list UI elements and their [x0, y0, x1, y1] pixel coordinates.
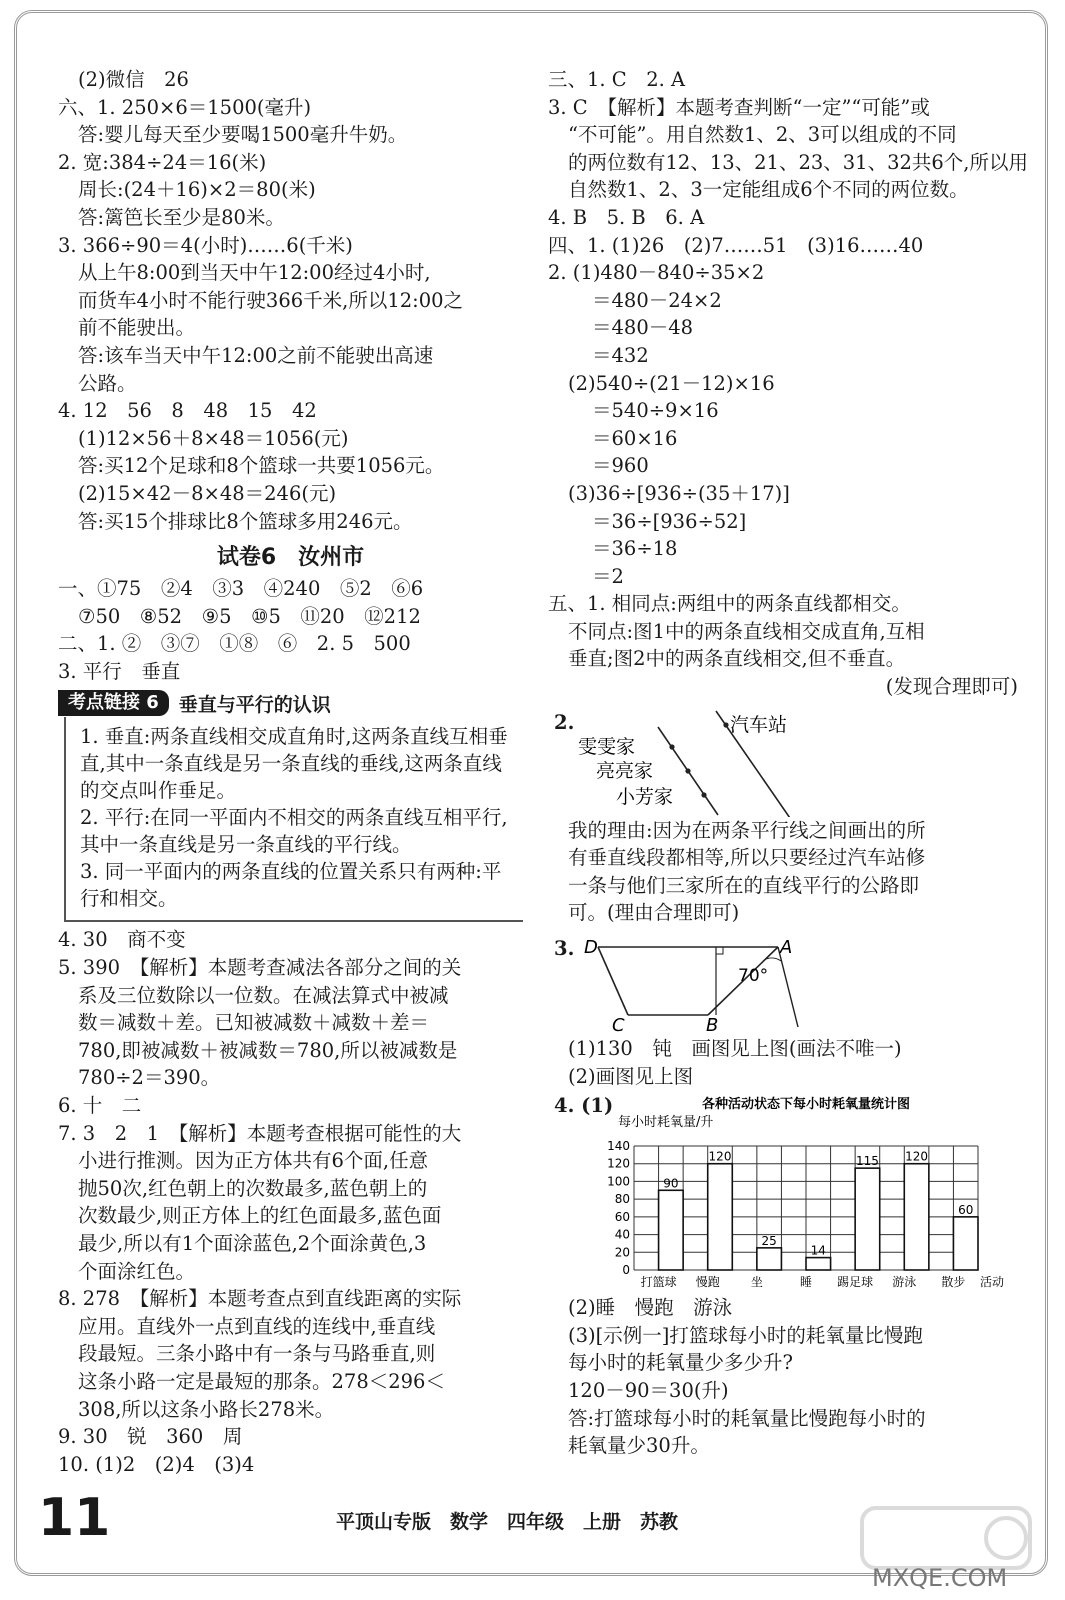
knowledge-link-title: 垂直与平行的认识 [178, 693, 331, 716]
x-tick-label: 游泳 [892, 1275, 917, 1290]
answer-line: 4. B 5. B 6. A [548, 205, 705, 229]
label-angle: 70° [738, 966, 769, 987]
answer-line: 一条与他们三家所在的直线平行的公路即 [568, 873, 920, 897]
answer-line: (2)15×42－8×48＝246(元) [78, 481, 337, 505]
point-liangliang [685, 768, 690, 773]
bar [708, 1164, 733, 1270]
answer-line: 抛50次,红色朝上的次数最多,蓝色朝上的 [78, 1176, 428, 1200]
answer-line: ＝480－24×2 [592, 288, 722, 312]
answer-line: 我的理由:因为在两条平行线之间画出的所 [568, 818, 926, 842]
answer-line: 小进行推测。因为正方体共有6个面,任意 [78, 1149, 429, 1173]
label-liangliang: 亮亮家 [596, 759, 654, 782]
bar-value-label: 90 [663, 1176, 679, 1191]
right-answers-part1 [548, 66, 1028, 701]
bar [904, 1164, 929, 1270]
knowledge-link-body [64, 717, 523, 922]
answer-line: 而货车4小时不能行驶366千米,所以12:00之 [78, 288, 464, 312]
figure-question-4 [548, 1094, 1018, 1294]
bar-value-label: 120 [905, 1149, 929, 1164]
answer-line: 8. 278 【解析】本题考查点到直线距离的实际 [58, 1287, 462, 1311]
answer-line: 9. 30 锐 360 周 [58, 1425, 243, 1449]
answer-line: ⑦50 ⑧52 ⑨5 ⑩5 ⑪20 ⑫212 [78, 604, 421, 628]
right-answers-part4 [548, 1294, 1018, 1460]
y-tick-label: 60 [614, 1210, 630, 1225]
question-3-label: 3. [554, 937, 575, 961]
parallel-lines-figure [548, 709, 1018, 817]
point-bus-station [723, 722, 728, 727]
answer-line: 2. 宽:384÷24＝16(米) [58, 150, 267, 174]
question-2-label: 2. [554, 710, 575, 734]
answer-line: 有垂直线段都相等,所以只要经过汽车站修 [568, 846, 926, 870]
answer-line: 三、1. C 2. A [548, 68, 686, 91]
y-tick-label: 100 [607, 1174, 630, 1189]
answer-line: 个面涂红色。 [78, 1259, 196, 1283]
left-answers-part3 [58, 926, 523, 1478]
knowledge-point: 2. 平行:在同一平面内不相交的两条直线互相平行,其中一条直线是另一条直线的平行线。 [80, 806, 508, 857]
bar [806, 1258, 831, 1270]
answer-line: 这条小路一定是最短的那条。278＜296＜ [78, 1369, 445, 1393]
answer-line: ＝432 [592, 343, 649, 367]
label-D: D [584, 937, 598, 959]
answer-line: 四、1. (1)26 (2)7……51 (3)16……40 [548, 233, 924, 257]
x-tick-label: 睡 [799, 1275, 813, 1290]
oxygen-bar-chart [548, 1094, 1018, 1294]
right-answers-part2 [548, 817, 1018, 927]
footer-text: 平顶山专版 数学 四年级 上册 苏教 [336, 1511, 679, 1533]
answer-line: 周长:(24＋16)×2＝80(米) [78, 178, 316, 202]
label-wenwen: 雯雯家 [578, 735, 636, 758]
answer-line: (发现合理即可) [885, 675, 1018, 699]
bar [757, 1248, 782, 1270]
answer-line: (2)540÷(21－12)×16 [568, 371, 775, 395]
answer-line: 段最短。三条小路中有一条与马路垂直,则 [78, 1342, 436, 1366]
answer-line: 可。(理由合理即可) [568, 901, 740, 925]
answer-line: 数＝减数＋差。已知被减数＋减数＋差＝ [78, 1011, 430, 1035]
answer-line: (3)36÷[936÷(35＋17)] [568, 481, 790, 505]
answer-line: 780÷2＝390。 [78, 1066, 221, 1090]
bar-value-label: 25 [761, 1234, 777, 1249]
answer-line: ＝540÷9×16 [592, 399, 719, 423]
y-tick-label: 40 [614, 1227, 630, 1242]
question-4-label: 4. (1) [554, 1094, 614, 1118]
trapezoid-figure [548, 937, 1018, 1035]
answer-line: 答:买15个排球比8个篮球多用246元。 [78, 509, 413, 533]
knowledge-point: 3. 同一平面内的两条直线的位置关系只有两种:平行和相交。 [80, 860, 502, 911]
answer-line: 应用。直线外一点到直线的连线中,垂直线 [78, 1314, 436, 1338]
bar-value-label: 115 [855, 1154, 879, 1169]
answer-line: 3. 366÷90＝4(小时)……6(千米) [58, 233, 353, 257]
answer-line: 答:买12个足球和8个篮球一共要1056元。 [78, 454, 445, 478]
answer-line: 10. (1)2 (2)4 (3)4 [58, 1452, 255, 1476]
label-bus-station: 汽车站 [730, 713, 788, 736]
answer-line: (2)微信 26 [78, 68, 189, 91]
answer-line: (3)[示例一]打篮球每小时的耗氧量比慢跑 [568, 1323, 923, 1347]
answer-line: 耗氧量少30升。 [568, 1434, 710, 1458]
answer-line: ＝480－48 [592, 316, 694, 340]
figure-question-2 [548, 709, 1018, 817]
bar [855, 1168, 880, 1270]
answer-line: 从上午8:00到当天中午12:00经过4小时, [78, 261, 431, 285]
chart-title: 各种活动状态下每小时耗氧量统计图 [701, 1097, 911, 1113]
answer-line: 3. 平行 垂直 [58, 659, 181, 683]
answer-line: (1)130 钝 画图见上图(画法不唯一) [568, 1037, 902, 1061]
label-C: C [612, 1015, 625, 1036]
answer-line: 5. 390 【解析】本题考查减法各部分之间的关 [58, 956, 462, 980]
answer-line: 的两位数有12、13、21、23、31、32共6个,所以用 [568, 150, 1028, 174]
point-wenwen [669, 744, 674, 749]
label-A: A [780, 937, 793, 959]
answer-line: ＝36÷[936÷52] [592, 509, 747, 533]
answer-line: ＝60×16 [592, 426, 678, 450]
bar [659, 1191, 684, 1271]
left-answers-part2 [58, 575, 523, 685]
answer-line: 4. 30 商不变 [58, 928, 186, 952]
answer-line: ＝36÷18 [592, 537, 678, 561]
y-tick-label: 0 [622, 1263, 630, 1278]
answer-line: (2)睡 慢跑 游泳 [568, 1296, 733, 1320]
x-tick-label: 踢足球 [837, 1275, 874, 1290]
answer-line: 垂直;图2中的两条直线相交,但不垂直。 [568, 647, 906, 671]
answer-line: (2)画图见上图 [568, 1064, 694, 1088]
left-answers-part1 [58, 66, 523, 535]
answer-line: 公路。 [78, 371, 137, 395]
section-title: 试卷6 汝州市 [216, 545, 365, 571]
answer-line: 答:该车当天中午12:00之前不能驶出高速 [78, 343, 434, 367]
answer-line: 4. 12 56 8 48 15 42 [58, 399, 317, 423]
answer-line: 前不能驶出。 [78, 316, 196, 340]
chart-xlabel: 活动 [980, 1275, 1005, 1290]
answer-line: 2. (1)480－840÷35×2 [548, 261, 765, 285]
right-answers-part3 [548, 1035, 1018, 1090]
x-tick-label: 散步 [941, 1275, 966, 1290]
y-tick-label: 80 [614, 1192, 630, 1207]
point-xiaofang [701, 792, 706, 797]
y-tick-label: 140 [607, 1139, 630, 1154]
answer-line: 答:婴儿每天至少要喝1500毫升牛奶。 [78, 123, 408, 147]
answer-line: 7. 3 2 1 【解析】本题考查根据可能性的大 [58, 1121, 462, 1145]
y-tick-label: 20 [614, 1245, 630, 1260]
answer-line: 系及三位数除以一位数。在减法算式中被减 [78, 983, 449, 1007]
x-tick-label: 坐 [750, 1275, 763, 1290]
x-tick-label: 慢跑 [695, 1275, 720, 1290]
knowledge-link-tag: 考点链接 6 [58, 690, 169, 716]
watermark-text: MXQE.COM [872, 1564, 1008, 1592]
bar-value-label: 14 [810, 1243, 826, 1258]
answer-line: ＝2 [592, 564, 624, 588]
answer-line: 二、1. ② ③⑦ ①⑧ ⑥ 2. 5 500 [58, 632, 411, 656]
answer-line: 次数最少,则正方体上的红色面最多,蓝色面 [78, 1204, 442, 1228]
bar-value-label: 60 [958, 1203, 974, 1218]
answer-line: (1)12×56＋8×48＝1056(元) [78, 426, 349, 450]
x-tick-label: 打篮球 [640, 1275, 677, 1290]
answer-line: 自然数1、2、3一定能组成6个不同的两位数。 [568, 178, 969, 202]
right-column [548, 66, 1028, 1460]
bar-value-label: 120 [708, 1149, 732, 1164]
answer-line: 不同点:图1中的两条直线相交成直角,互相 [568, 619, 925, 643]
label-xiaofang: 小芳家 [616, 785, 674, 808]
answer-line: 6. 十 二 [58, 1094, 142, 1118]
answer-line: 3. C 【解析】本题考查判断“一定”“可能”或 [548, 95, 930, 119]
bar [953, 1217, 978, 1270]
answer-line: 308,所以这条小路长278米。 [78, 1397, 335, 1421]
answer-line: “不可能”。用自然数1、2、3可以组成的不同 [568, 123, 957, 147]
answer-line: 答:打篮球每小时的耗氧量比慢跑每小时的 [568, 1406, 926, 1430]
label-B: B [706, 1015, 719, 1036]
answer-line: 答:篱笆长至少是80米。 [78, 205, 285, 229]
answer-line: 一、①75 ②4 ③3 ④240 ⑤2 ⑥6 [58, 577, 424, 601]
left-column [58, 66, 523, 1478]
answer-line: 六、1. 250×6＝1500(毫升) [58, 95, 312, 119]
knowledge-point: 1. 垂直:两条直线相交成直角时,这两条直线互相垂直,其中一条直线是另一条直线的垂线,这两条直线的交点叫作垂足。 [80, 725, 508, 803]
answer-line: 每小时的耗氧量少多少升? [568, 1351, 793, 1375]
answer-line: 120－90＝30(升) [568, 1379, 729, 1402]
answer-line: 780,即被减数＋被减数＝780,所以被减数是 [78, 1038, 458, 1062]
figure-question-3 [548, 937, 1018, 1035]
answer-line: ＝960 [592, 454, 649, 478]
y-tick-label: 120 [607, 1156, 630, 1171]
chart-ylabel: 每小时耗氧量/升 [618, 1115, 714, 1131]
answer-line: 五、1. 相同点:两组中的两条直线都相交。 [548, 592, 911, 616]
page-number: 11 [38, 1488, 111, 1548]
answer-line: 最少,所以有1个面涂蓝色,2个面涂黄色,3 [78, 1232, 427, 1255]
knowledge-link-box [58, 689, 523, 922]
